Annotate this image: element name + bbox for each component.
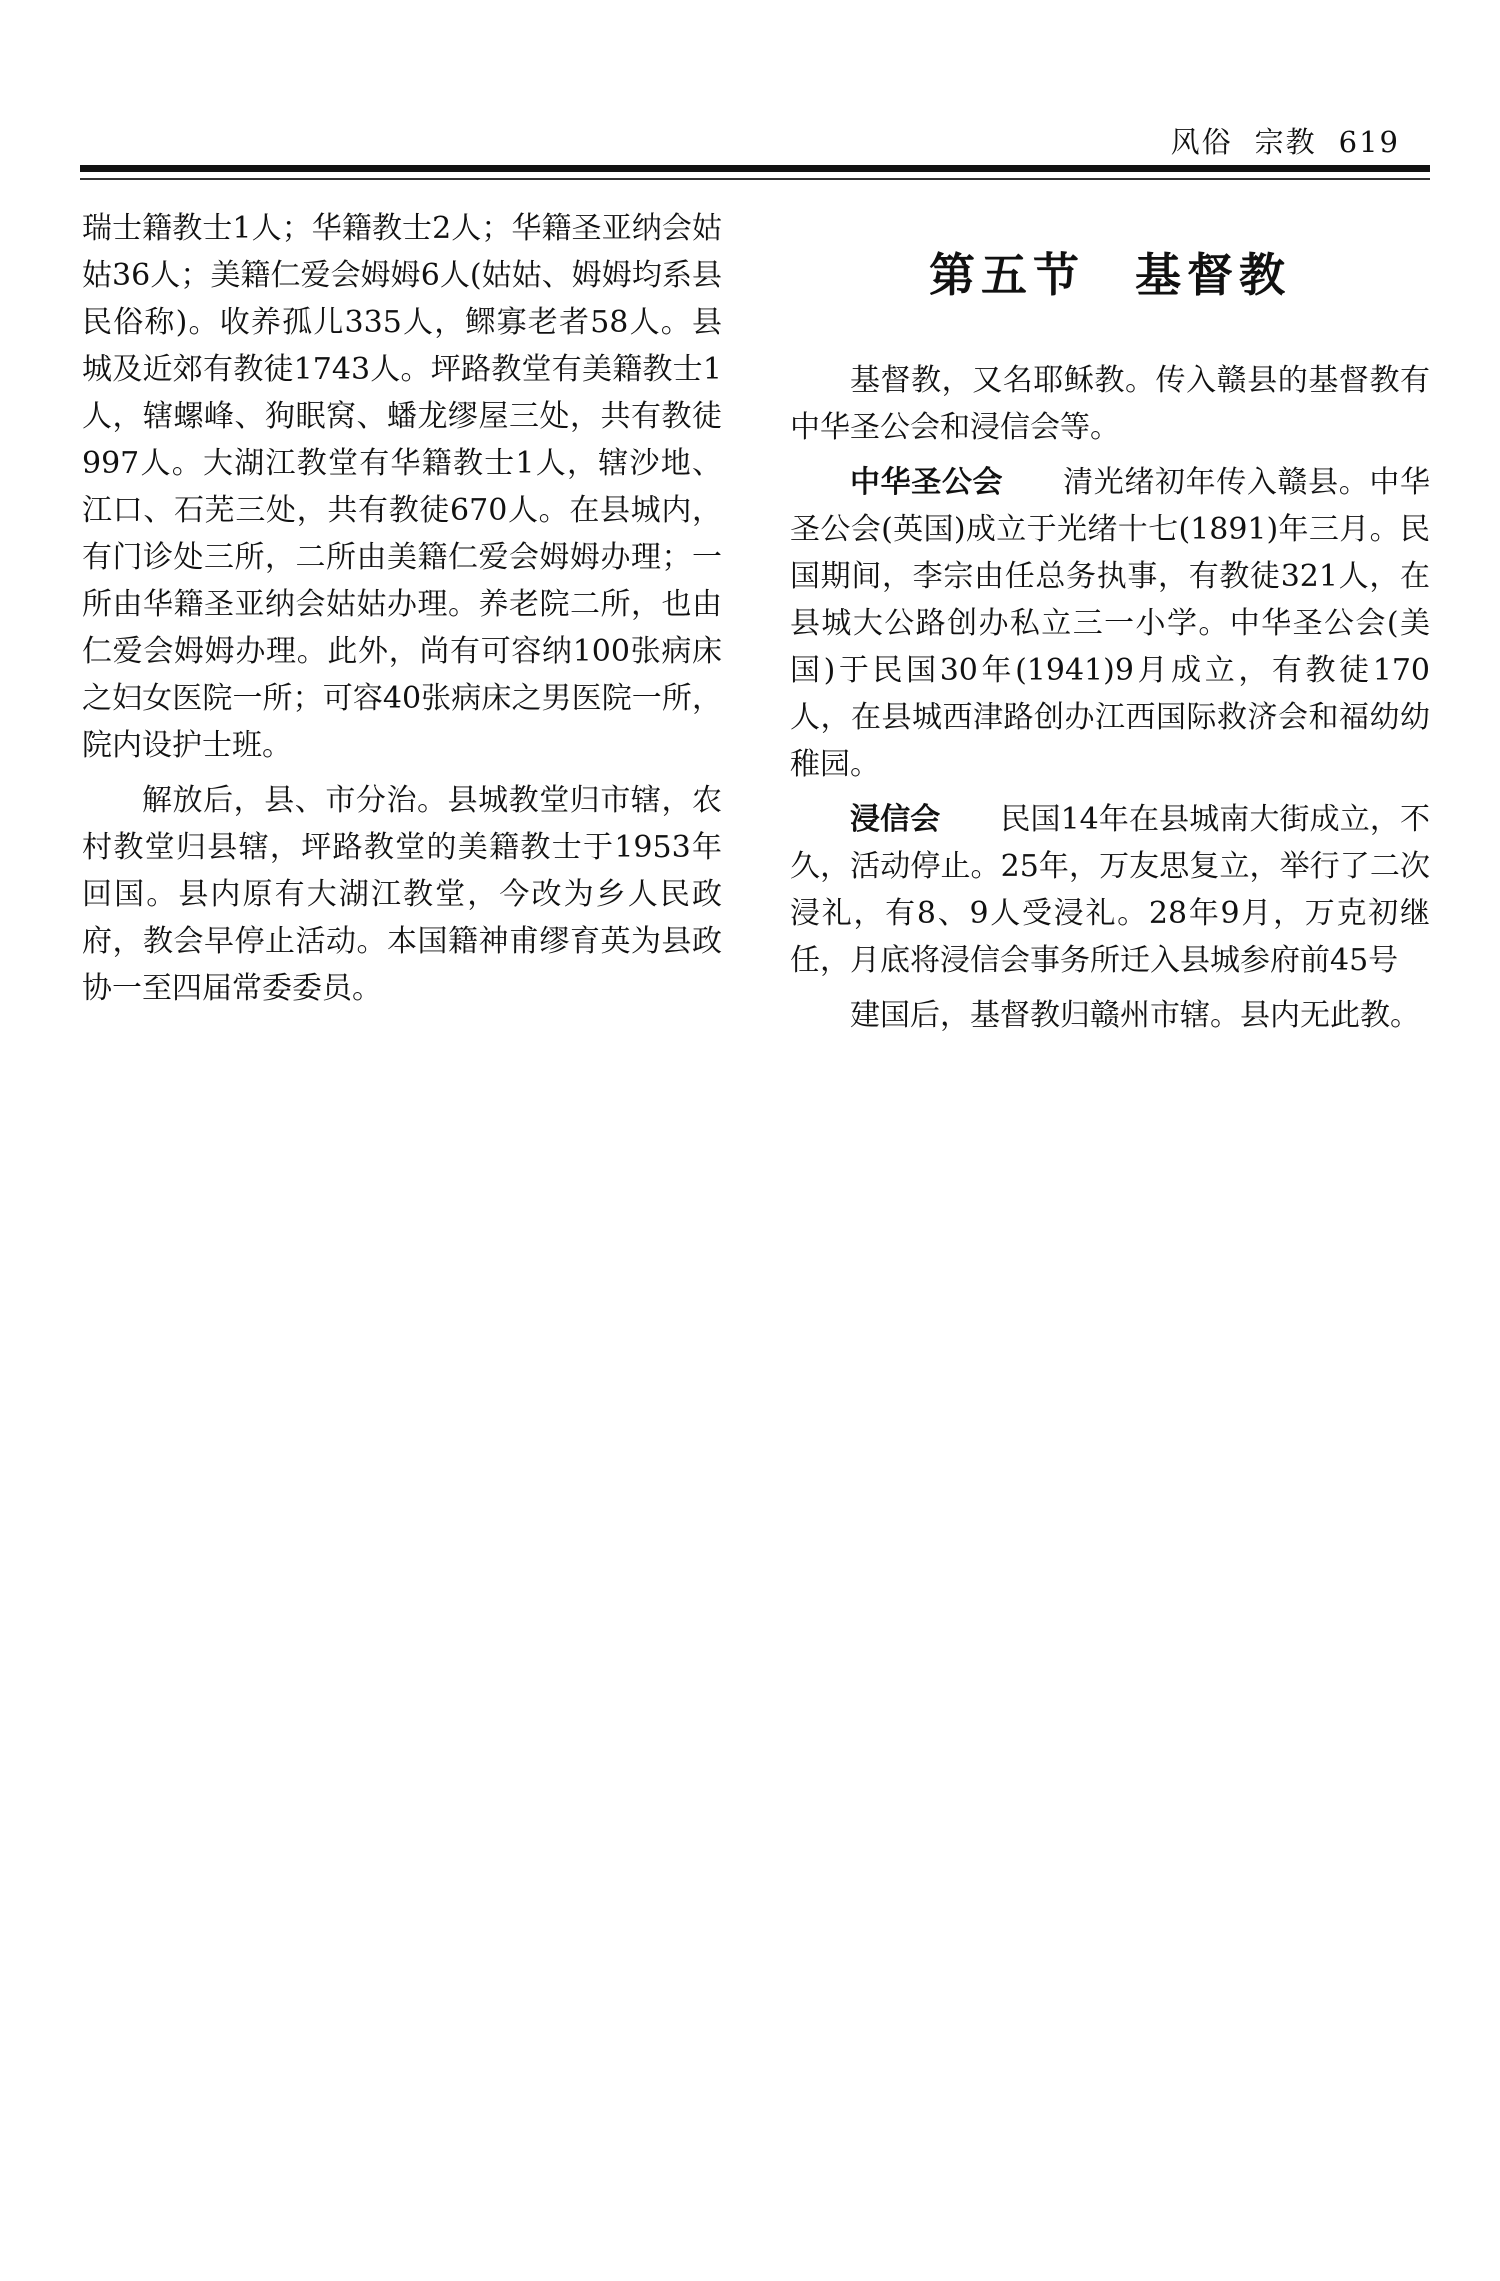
left-paragraph-1: 瑞士籍教士1人；华籍教士2人；华籍圣亚纳会姑姑36人；美籍仁爱会姆姆6人(姑姑、姆姆均系县民俗称)。收养孤儿335人，鳏寡老者58人。县城及近郊有教徒1743人。坪路教堂有美籍教士1人，辖螺峰、狗眠窝、蟠龙缪屋三处，共有教徒997人。大湖江教堂有华籍教士1人，辖沙地、江口、石芜三处，共有教徒670人。在县城内，有门诊处三所，二所由美籍仁爱会姆姆办理；一所由华籍圣亚纳会姑姑办理。养老院二所，也由仁爱会姆姆办理。此外，尚有可容纳100张病床之妇女医院一所；可容40张病床之男医院一所，院内设护士班。: [82, 211, 722, 763]
header-rule-thick: [80, 165, 1430, 172]
section-title: 基督教: [1135, 248, 1291, 302]
right-column: [790, 245, 1430, 1047]
section-intro: 基督教，又名耶稣教。传入赣县的基督教有中华圣公会和浸信会等。: [790, 363, 1430, 445]
left-paragraph-2: 解放后，县、市分治。县城教堂归市辖，农村教堂归县辖，坪路教堂的美籍教士于1953年回国。县内原有大湖江教堂，今改为乡人民政府，教会早停止活动。本国籍神甫缪育英为县政协一至四届常委委员。: [82, 783, 722, 1006]
entry-jin-xin-hui: [790, 796, 1430, 984]
entry-sheng-gong-hui: [790, 459, 1430, 788]
header-subchapter: 宗教: [1254, 125, 1317, 159]
section-number: 第五节: [929, 248, 1085, 302]
header-chapter: 风俗: [1170, 125, 1233, 159]
section-heading: [790, 245, 1430, 305]
running-header: [1171, 120, 1400, 161]
entry-text-jin-xin-hui: 民国14年在县城南大街成立，不久，活动停止。25年，万友思复立，举行了二次浸礼，有8、9人受浸礼。28年9月，万克初继任，月底将浸信会事务所迁入县城参府前45号: [790, 802, 1430, 978]
page-number: 619: [1338, 125, 1400, 159]
entry-term-jin-xin-hui: 浸信会: [850, 802, 941, 837]
header-rule-thin: [80, 178, 1430, 180]
entry-term-sheng-gong-hui: 中华圣公会: [850, 465, 1004, 500]
entry-text-sheng-gong-hui: 清光绪初年传入赣县。中华圣公会(英国)成立于光绪十七(1891)年三月。民国期间，李宗由任总务执事，有教徒321人，在县城大公路创办私立三一小学。中华圣公会(美国)于民国30年(1941)9月成立，有教徒170人，在县城西津路创办江西国际救济会和福幼幼稚园。: [790, 465, 1430, 782]
left-column: [82, 205, 722, 1020]
section-closing: 建国后，基督教归赣州市辖。县内无此教。: [850, 998, 1420, 1033]
